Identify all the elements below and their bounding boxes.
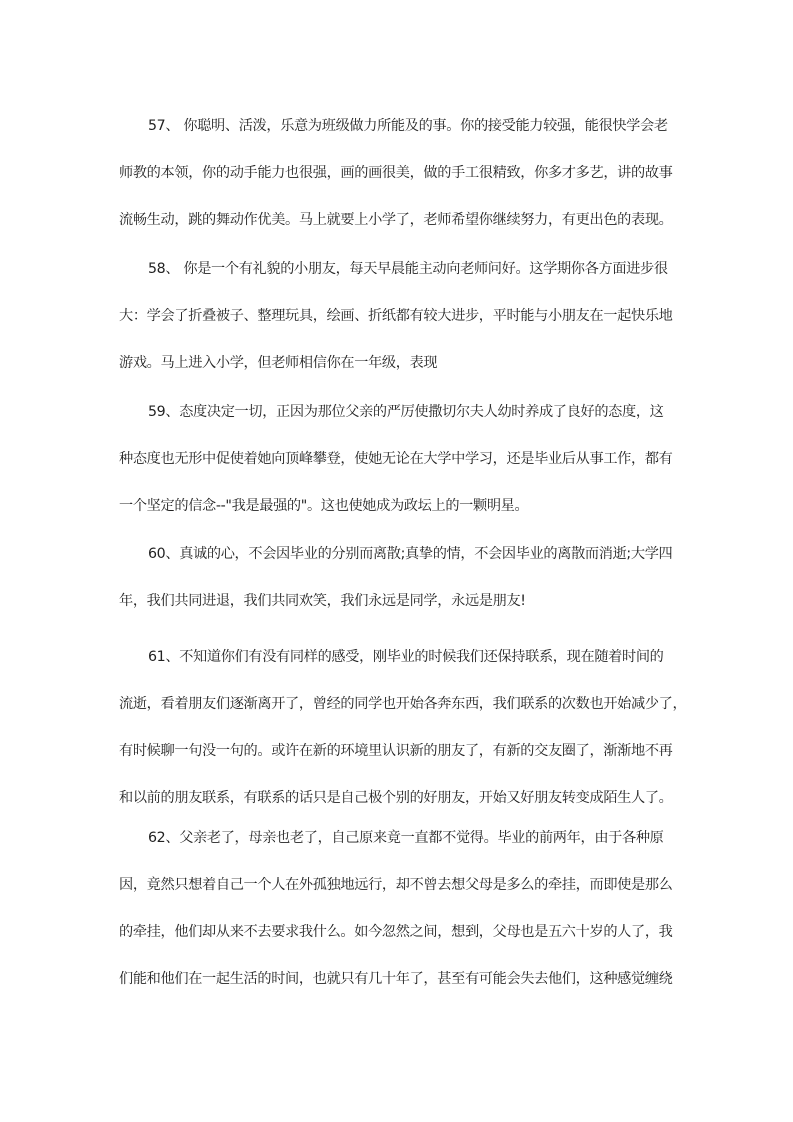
paragraph-57: [119, 116, 679, 230]
text-line: 因，竟然只想着自己一个人在外孤独地远行，却不曾去想父母是多么的牵挂，而即使是那么: [119, 877, 673, 893]
text-line: 的牵挂，他们却从来不去要求我什么。如今忽然之间，想到，父母也是五六十岁的人了，我: [119, 924, 673, 940]
paragraph-59: [119, 402, 679, 516]
text-line: 62、父亲老了，母亲也老了，自己原来竟一直都不觉得。毕业的前两年，由于各种原: [148, 830, 664, 846]
text-line: 年，我们共同进退，我们共同欢笑，我们永远是同学，永远是朋友!: [119, 593, 526, 609]
text-line: 和以前的朋友联系，有联系的话只是自己极个别的好朋友，开始又好朋友转变成陌生人了。: [119, 790, 673, 806]
text-line: 61、不知道你们有没有同样的感受，刚毕业的时候我们还保持联系，现在随着时间的: [148, 649, 664, 665]
text-line: 游戏。马上进入小学，但老师相信你在一年级，表现: [119, 355, 438, 371]
paragraph-58: [119, 259, 679, 373]
paragraph-62: [119, 828, 679, 989]
text-line: 一个坚定的信念--"我是最强的"。这也使她成为政坛上的一颗明星。: [119, 498, 529, 514]
paragraph-60: [119, 544, 679, 611]
text-line: 59、态度决定一切，正因为那位父亲的严厉使撒切尔夫人幼时养成了良好的态度，这: [148, 404, 664, 420]
text-line: 师教的本领，你的动手能力也很强，画的画很美，做的手工很精致，你多才多艺，讲的故事: [119, 165, 673, 181]
text-line: 57、 你聪明、活泼，乐意为班级做力所能及的事。你的接受能力较强，能很快学会老: [148, 118, 668, 134]
text-line: 58、 你是一个有礼貌的小朋友，每天早晨能主动向老师问好。这学期你各方面进步很: [148, 261, 668, 277]
paragraph-61: [119, 647, 687, 808]
text-line: 流逝，看着朋友们逐渐离开了，曾经的同学也开始各奔东西，我们联系的次数也开始减少了，: [119, 696, 687, 712]
text-line: 种态度也无形中促使着她向顶峰攀登，使她无论在大学中学习，还是毕业后从事工作，都有: [119, 451, 673, 467]
text-line: 们能和他们在一起生活的时间，也就只有几十年了，甚至有可能会失去他们，这种感觉缠绕: [119, 971, 673, 987]
text-line: 大：学会了折叠被子、整理玩具，绘画、折纸都有较大进步，平时能与小朋友在一起快乐地: [119, 308, 673, 324]
text-line: 有时候聊一句没一句的。或许在新的环境里认识新的朋友了，有新的交友圈了，渐渐地不再: [119, 743, 673, 759]
text-line: 流畅生动，跳的舞动作优美。马上就要上小学了，老师希望你继续努力，有更出色的表现。: [119, 212, 673, 228]
text-line: 60、真诚的心，不会因毕业的分别而离散;真挚的情，不会因毕业的离散而消逝;大学四: [148, 546, 673, 562]
